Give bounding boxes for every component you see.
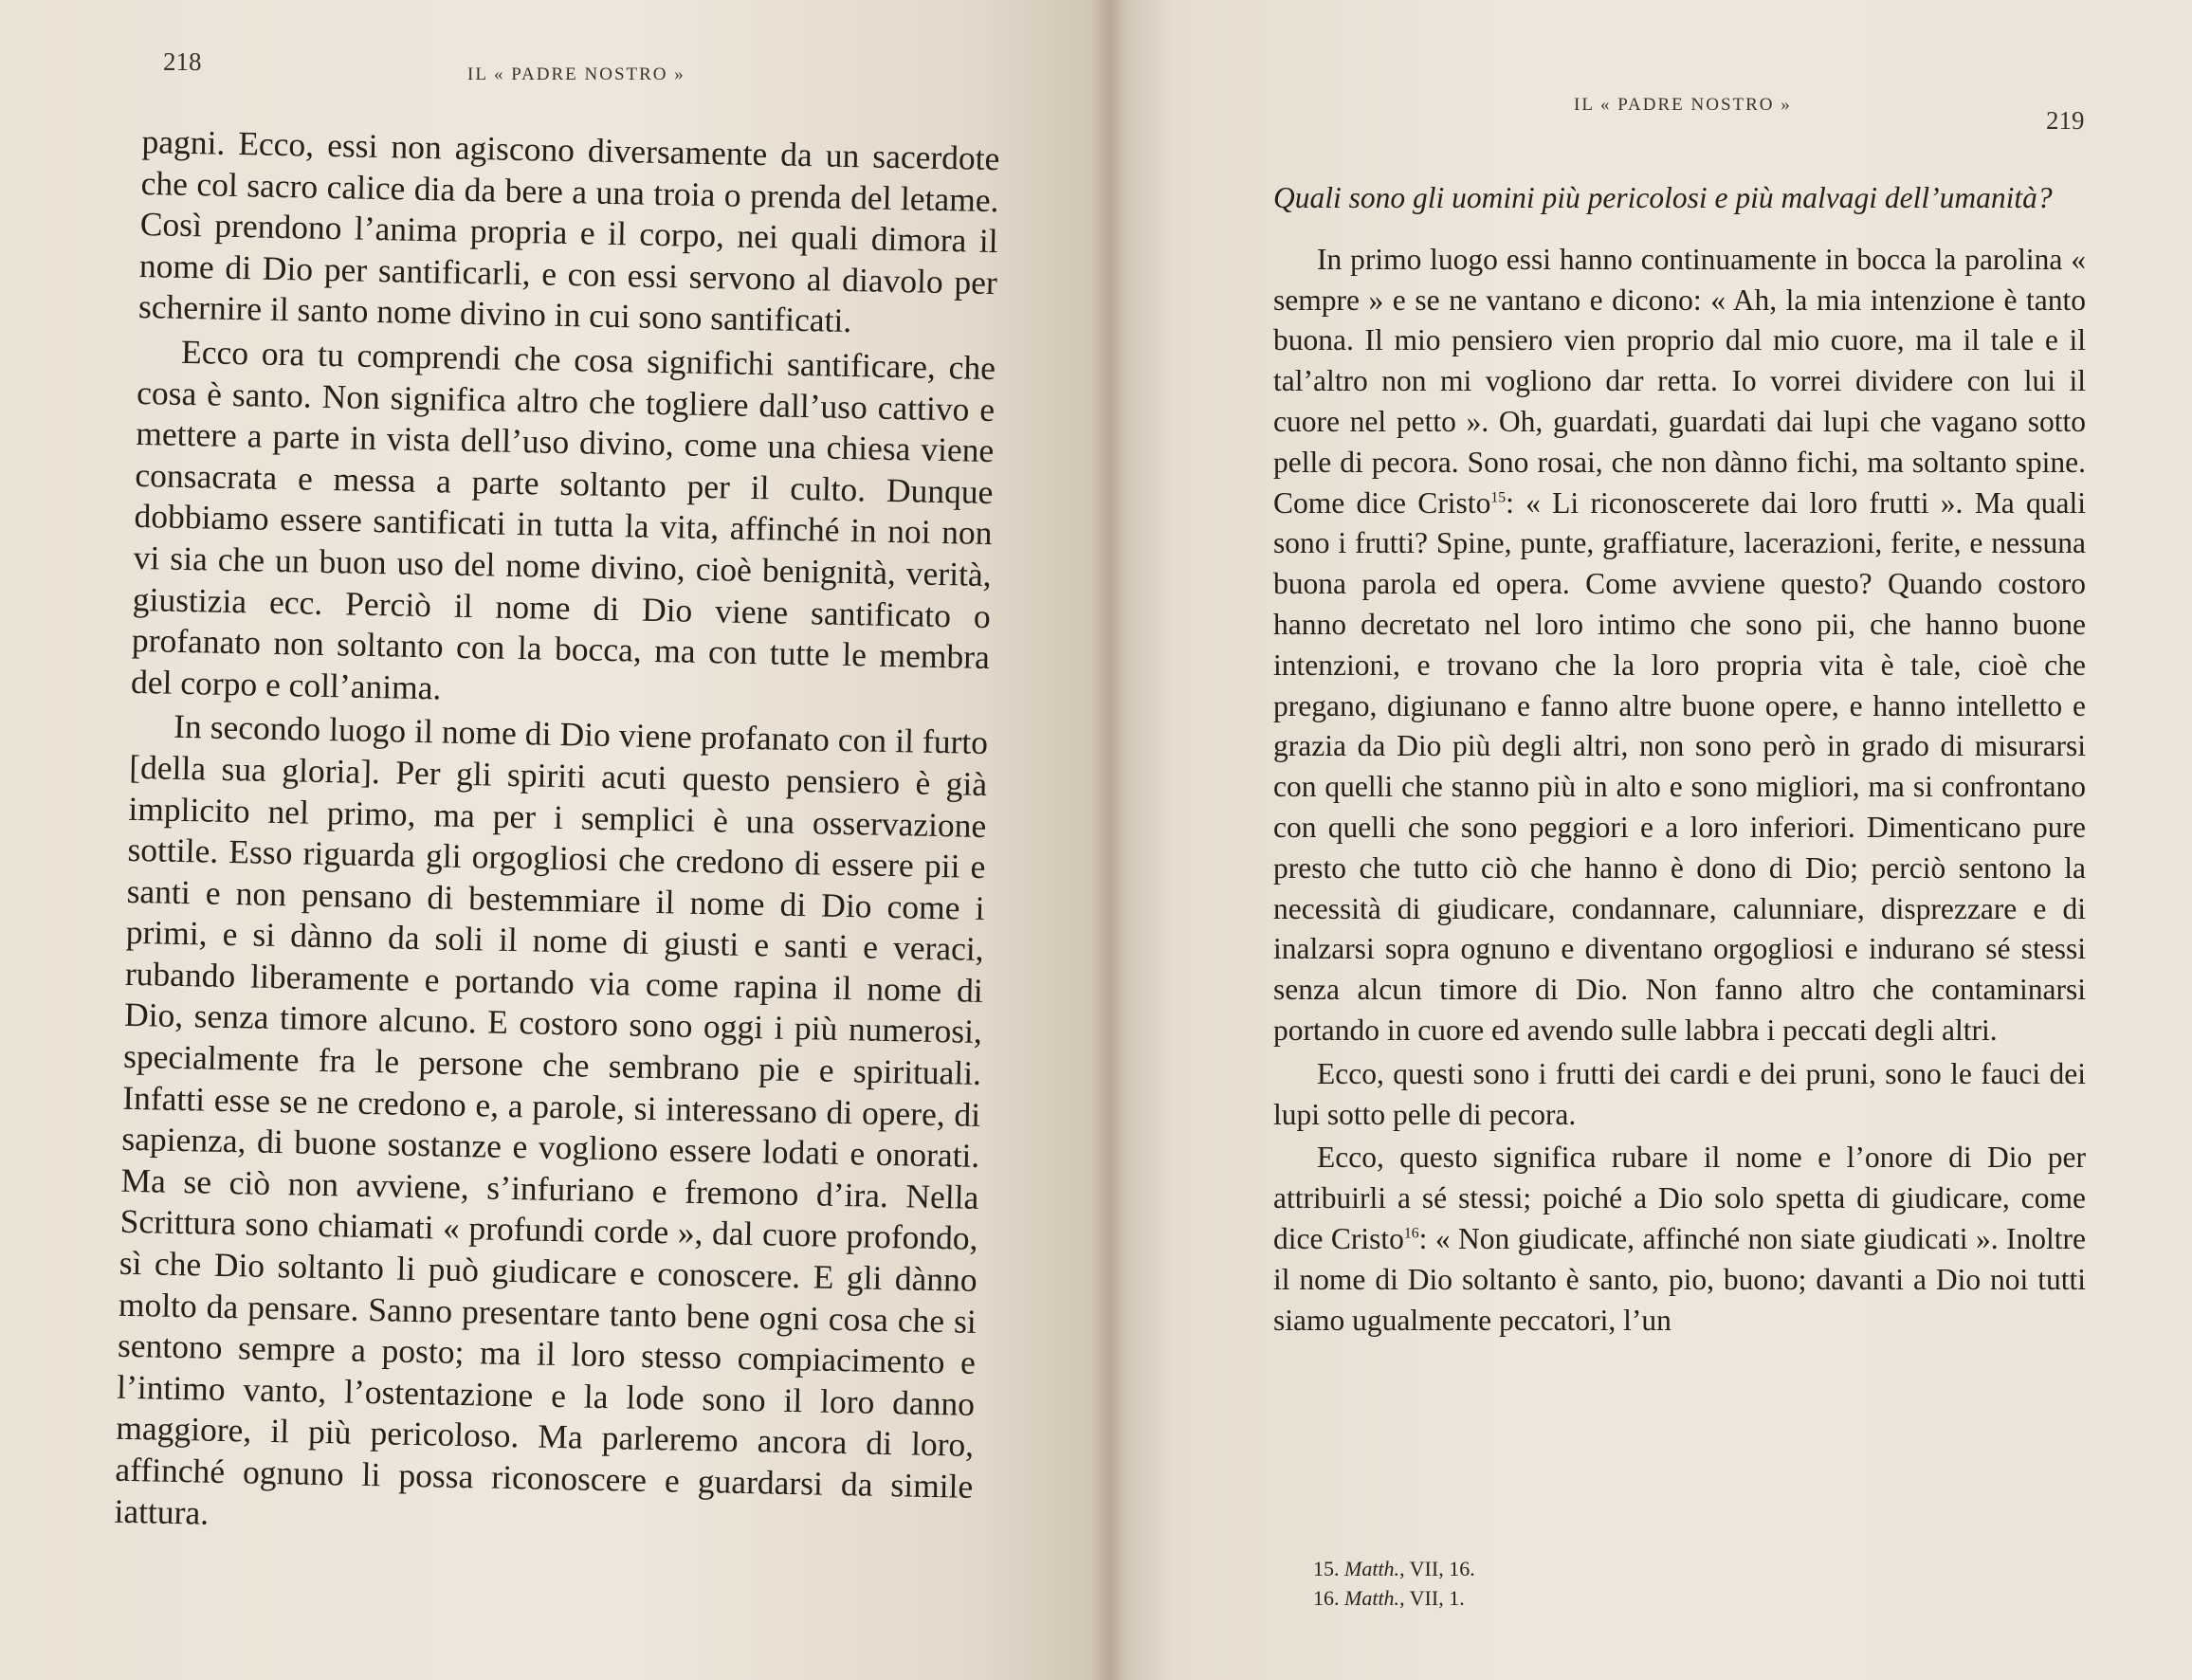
book-gutter (1090, 0, 1128, 1680)
footnote (1313, 1586, 1465, 1611)
paragraph-text: : « Li riconoscerete dai loro frutti ». Ma quali sono i frutti? Spine, punte, graffiature, lacerazioni, ferite, e nessuna buona parola ed opera. Come avviene questo? Quando costoro hanno decretato nel loro intimo che sono pii, che hanno buone intenzioni, e trovano che la loro propria vita è tale, cioè che pregano, digiunano e fanno altre buone opere, e hanno intelletto e grazia da Dio più degli altri, non sono però in grado di misurarsi con quelli che stanno più in alto e sono migliori, ma si confrontano con quelli che sono peggiori e a loro inferiori. Dimenticano pure presto che tutto ciò che hanno è dono di Dio; perciò sentono la necessità di giudicare, condannare, calunniare, disprezzare e di inalzarsi sopra ognuno e diventano orgogliosi e indurano sé stessi senza alcun timore di Dio. Non fanno altro che contaminarsi portando in cuore ed avendo sulle labbra i peccati degli altri. (1273, 485, 2086, 1047)
footnote-number: 15. (1313, 1557, 1340, 1580)
section-question: Quali sono gli uomini più pericolosi e più malvagi dell’umanità? (1273, 181, 2053, 214)
running-head: IL « PADRE NOSTRO » (1574, 95, 1792, 115)
page-number: 218 (163, 47, 202, 76)
paragraph (1273, 1138, 2086, 1341)
running-head: IL « PADRE NOSTRO » (467, 64, 685, 84)
right-body-text (1273, 178, 2086, 1341)
footnote-ref[interactable]: 15 (1490, 489, 1507, 506)
paragraph (1273, 240, 2086, 1051)
paragraph: In secondo luogo il nome di Dio viene profanato con il furto [della sua gloria]. Per gli spiriti acuti questo pensiero è già implicito nel primo, ma per i semplici è una osservazione sottile. Esso riguarda gli orgogliosi che credono di essere pii e santi e non pensano di bestemmiare il nome di Dio come i primi, e si dànno da soli il nome di giusti e santi e veraci, rubando liberamente e portando via come rapina il nome di Dio, senza timore alcuno. E costoro sono oggi i più numerosi, specialmente fra le persone che sembrano pie e spirituali. Infatti esse se ne credono e, a parole, si interessano di opere, di sapienza, di buone sostanze e vogliono essere lodati e onorati. Ma se ciò non avviene, s’infuriano e fremono d’ira. Nella Scrittura sono chiamati « profundi corde », dal cuore profondo, sì che Dio soltanto li può giudicare e conoscere. E gli dànno molto da pensare. Sanno presentare tanto bene ogni cosa che si sentono sempre a posto; ma il loro stesso compiacimento e l’intimo vanto, l’ostentazione e la lode sono il loro danno maggiore, il più pericoloso. Ma parleremo ancora di loro, affinché ognuno li possa riconoscere e guardarsi da simile iattura. (114, 707, 989, 1532)
footnote-ref-title: Matth. (1344, 1557, 1400, 1580)
footnote (1313, 1557, 1475, 1581)
footnote-ref-title: Matth. (1344, 1586, 1400, 1610)
footnote-number: 16. (1313, 1586, 1340, 1610)
paragraph-text: : « Non giudicate, affinché non siate giudicati ». Inoltre il nome di Dio soltanto è santo, pio, buono; davanti a Dio noi tutti siamo ugualmente peccatori, l’un (1273, 1221, 2086, 1337)
footnote-location: , VII, 16. (1399, 1557, 1475, 1580)
paragraph-text: In primo luogo essi hanno continuamente in bocca la parolina « sempre » e se ne vantano e dicono: « Ah, la mia intenzione è tanto buona. Il mio pensiero vien proprio dal mio cuore, ma il tale e il tal’altro non mi vogliono dar retta. Io vorrei dividere con lui il cuore nel petto ». Oh, guardati, guardati dai lupi che vagano sotto pelle di pecora. Sono rosai, che non dànno fichi, ma soltanto spine. Come dice Cristo (1273, 242, 2086, 520)
page-number: 219 (2046, 106, 2085, 135)
left-body-text (114, 121, 1000, 1549)
footnote-location: , VII, 1. (1399, 1586, 1465, 1610)
paragraph: pagni. Ecco, essi non agiscono diversamente da un sacerdote che col sacro calice dia da bere a una troia o prenda del letame. Così prendono l’anima propria e il corpo, nei quali dimora il nome di Dio per santificarli, e con essi servono al diavolo per schernire il santo nome divino in cui sono santificati. (137, 121, 1000, 340)
footnote-ref[interactable]: 16 (1403, 1225, 1419, 1242)
paragraph-text: Ecco, questo significa rubare il nome e l’onore di Dio per attribuirli a sé stessi; poiché a Dio solo spetta di giudicare, come dice Cristo (1273, 1141, 2086, 1255)
paragraph: Ecco, questi sono i frutti dei cardi e dei pruni, sono le fauci dei lupi sotto pelle di pecora. (1273, 1056, 2086, 1131)
paragraph: Ecco ora tu comprendi che cosa significhi santificare, che cosa è santo. Non significa altro che togliere dall’uso cattivo e mettere a parte in vista dell’uso divino, come una chiesa viene consacrata e messa a parte soltanto per il culto. Dunque dobbiamo essere santificati in tutta la vita, affinché in noi non vi sia che un buon uso del nome divino, cioè benignità, verità, giustizia ecc. Perciò il nome di Dio viene santificato o profanato non soltanto con la bocca, ma con tutte le membra del corpo e coll’anima. (130, 332, 996, 707)
